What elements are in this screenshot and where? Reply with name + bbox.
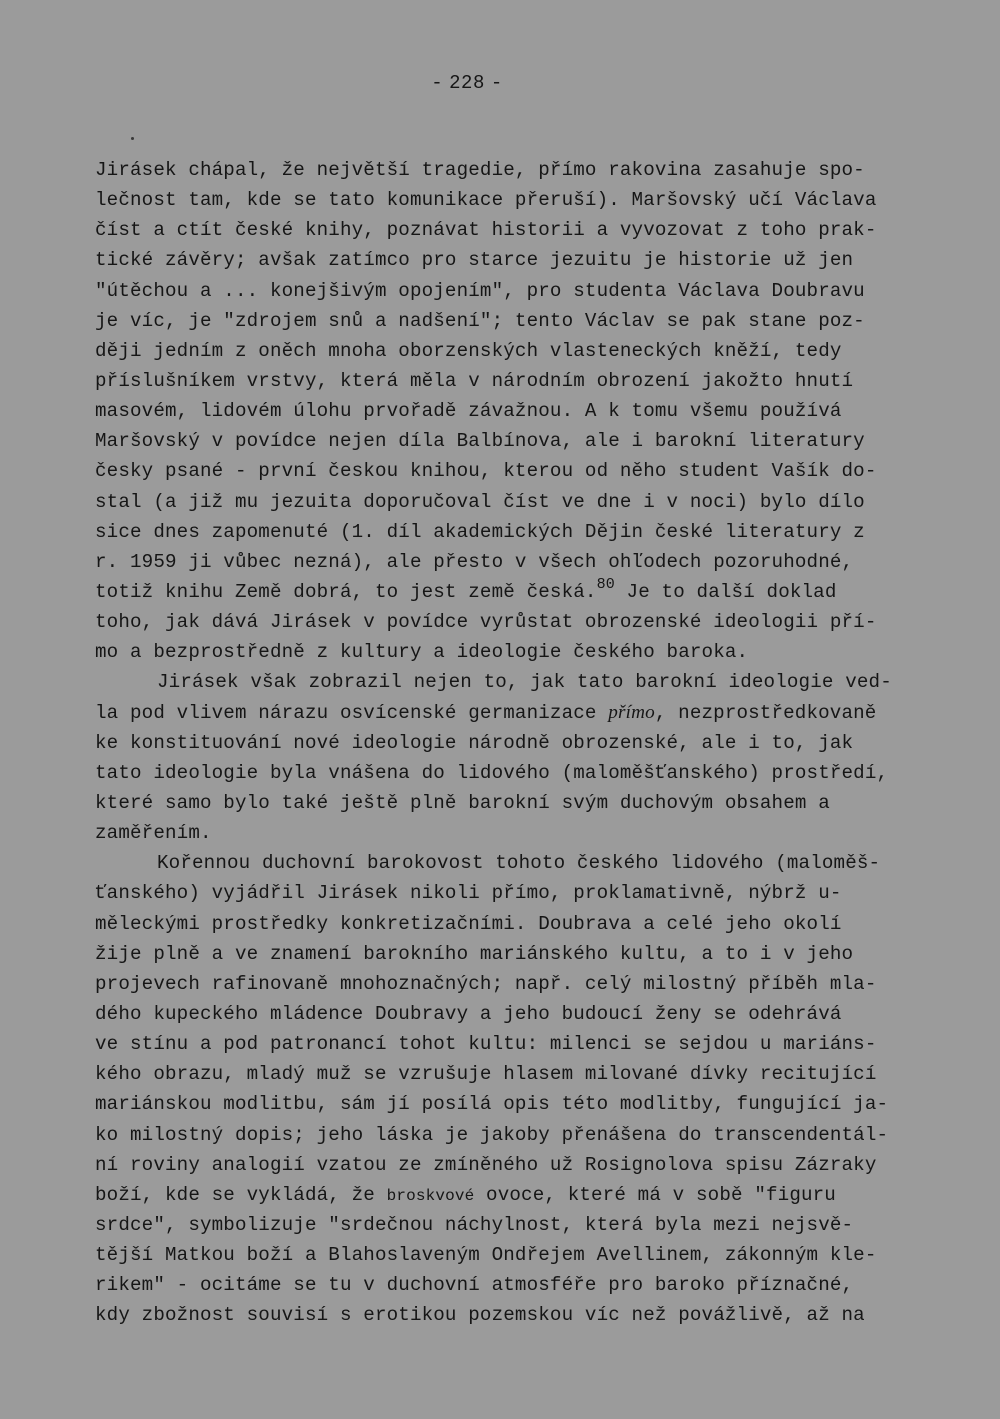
paragraph-first-line: Kořennou duchovní barokovost tohoto českého lidového (maloměš-	[157, 852, 881, 875]
text-line: číst a ctít české knihy, poznávat historii a vyvozovat z toho prak-	[95, 219, 877, 242]
page-number	[0, 72, 934, 94]
text-line: ní roviny analogií vzatou ze zmíněného už Rosignolova spisu Zázraky	[95, 1153, 877, 1176]
text-line: projevech rafinovaně mnohoznačných; např. celý milostný příběh mla-	[95, 972, 877, 995]
text-line: kého obrazu, mladý muž se vzrušuje hlasem milované dívky recitující	[95, 1063, 877, 1086]
text-line: rikem" - ocitáme se tu v duchovní atmosféře pro baroko příznačné,	[95, 1274, 854, 1297]
text-line: stal (a již mu jezuita doporučoval číst ve dne i v noci) bylo dílo	[95, 490, 865, 513]
text-line: ko milostný dopis; jeho láska je jakoby přenášena do transcendentál-	[95, 1123, 889, 1146]
page-number-dash-left: -	[431, 72, 444, 94]
text-line: tato ideologie byla vnášena do lidového (maloměšťanského) prostředí,	[95, 761, 889, 784]
text-line: dého kupeckého mládence Doubravy a jeho budoucí ženy se odehrává	[95, 1002, 842, 1025]
text-segment: la pod vlivem nárazu osvícenské germanizace	[95, 701, 609, 724]
text-line: masovém, lidovém úlohu prvořadě závažnou. A k tomu všemu používá	[95, 400, 842, 423]
text-line: toho, jak dává Jirásek v povídce vyrůstat obrozenské ideologii pří-	[95, 611, 877, 634]
italic-word: přímo	[608, 701, 655, 723]
text-line: česky psané - první českou knihou, kterou od něho student Vašík do-	[95, 460, 877, 483]
text-line: lečnost tam, kde se tato komunikace přeruší). Maršovský učí Václava	[95, 189, 877, 212]
body-text	[95, 155, 925, 1330]
text-line-with-footnote	[95, 577, 925, 607]
text-segment: Je to další doklad	[614, 580, 837, 603]
text-line: "útěchou a ... konejšivým opojením", pro studenta Václava Doubravu	[95, 279, 865, 302]
text-line: měleckými prostředky konkretizačními. Doubrava a celé jeho okolí	[95, 912, 842, 935]
text-line: mariánskou modlitbu, sám jí posílá opis této modlitby, fungující ja-	[95, 1093, 889, 1116]
text-segment: , nezprostředkovaně	[654, 701, 877, 724]
text-line: zaměřením.	[95, 822, 212, 845]
page-number-value: 228	[449, 72, 485, 94]
text-line: Maršovský v povídce nejen díla Balbínova, ale i barokní literatury	[95, 430, 865, 453]
text-line: ke konstituování nové ideologie národně obrozenské, ale i to, jak	[95, 731, 854, 754]
small-word: broskvové	[386, 1186, 475, 1205]
page-number-dash-right: -	[490, 72, 503, 94]
text-segment: boží, kde se vykládá, že	[95, 1183, 387, 1206]
footnote-marker: 80	[596, 575, 615, 593]
text-line: mo a bezprostředně z kultury a ideologie českého baroka.	[95, 641, 749, 664]
text-line: je víc, je "zdrojem snů a nadšení"; tento Václav se pak stane poz-	[95, 309, 865, 332]
text-line: Jirásek chápal, že největší tragedie, přímo rakovina zasahuje spo-	[95, 159, 865, 181]
paragraph-first-line: Jirásek však zobrazil nejen to, jak tato barokní ideologie ved-	[157, 671, 892, 694]
text-line: tické závěry; avšak zatímco pro starce jezuitu je historie už jen	[95, 249, 854, 272]
text-segment: totiž knihu Země dobrá, to jest země česká.	[95, 580, 597, 603]
text-segment: ovoce, které má v sobě "figuru	[474, 1183, 836, 1206]
text-line-with-small-word	[95, 1180, 925, 1210]
text-line: sice dnes zapomenuté (1. díl akademických Dějin české literatury z	[95, 520, 865, 543]
text-line: kdy zbožnost souvisí s erotikou pozemskou víc než povážlivě, až na	[95, 1304, 865, 1327]
text-line: žije plně a ve znamení barokního mariánského kultu, a to i v jeho	[95, 942, 854, 965]
text-line: ve stínu a pod patronancí tohot kultu: milenci se sejdou u mariáns-	[95, 1033, 877, 1056]
text-line: r. 1959 ji vůbec nezná), ale přesto v všech ohľodech pozoruhodné,	[95, 550, 854, 573]
scan-speck	[131, 137, 134, 140]
text-line-with-italic	[95, 698, 925, 728]
text-line: srdce", symbolizuje "srdečnou náchylnost, která byla mezi nejsvě-	[95, 1213, 854, 1236]
text-line: které samo bylo také ještě plně barokní svým duchovým obsahem a	[95, 791, 830, 814]
text-line: příslušníkem vrstvy, která měla v národním obrození jakožto hnutí	[95, 369, 854, 392]
text-line: tější Matkou boží a Blahoslaveným Ondřejem Avellinem, zákonným kle-	[95, 1244, 877, 1267]
text-line: ději jedním z oněch mnoha oborzenských vlasteneckých kněží, tedy	[95, 339, 842, 362]
text-line: ťanského) vyjádřil Jirásek nikoli přímo, proklamativně, nýbrž u-	[95, 882, 842, 905]
